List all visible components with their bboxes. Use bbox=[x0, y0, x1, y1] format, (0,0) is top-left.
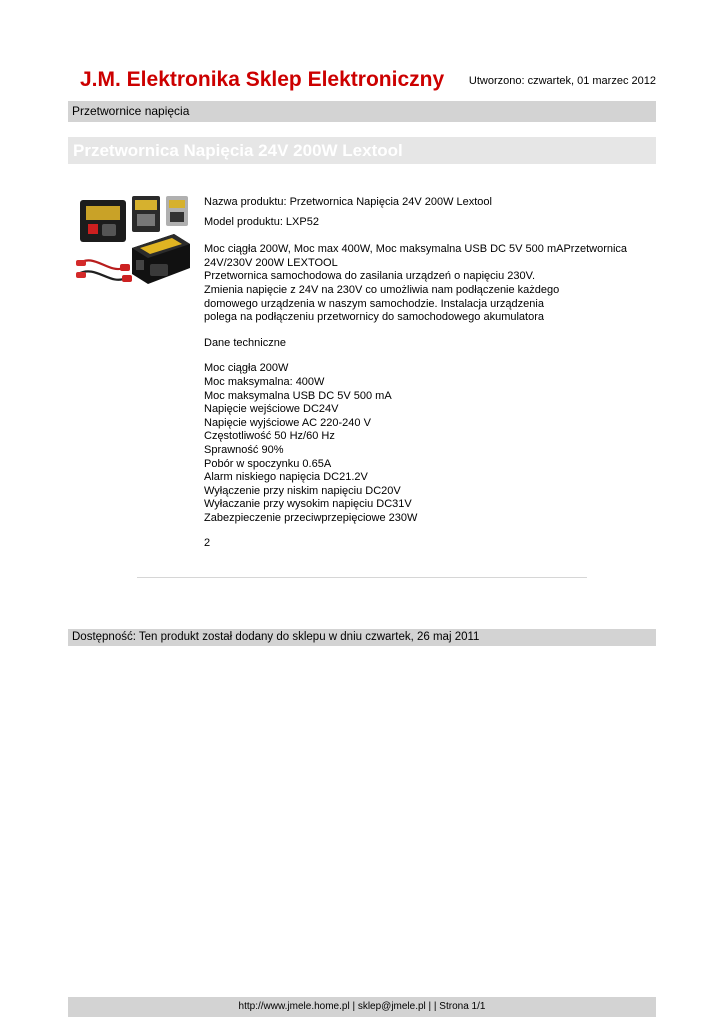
tech-heading: Dane techniczne bbox=[204, 336, 286, 349]
availability-bar: Dostępność: Ten produkt został dodany do sklepu w dniu czwartek, 26 maj 2011 bbox=[68, 629, 656, 646]
spec-item: Moc maksymalna USB DC 5V 500 mA bbox=[204, 389, 392, 402]
spec-item: Zabezpieczenie przeciwprzepięciowe 230W bbox=[204, 511, 418, 524]
product-model-line: Model produktu: LXP52 bbox=[204, 215, 319, 228]
spec-item: Pobór w spoczynku 0.65A bbox=[204, 457, 332, 470]
spec-item: Napięcie wejściowe DC24V bbox=[204, 403, 339, 416]
spec-item: Alarm niskiego napięcia DC21.2V bbox=[204, 471, 368, 484]
page-footer: http://www.jmele.home.pl | sklep@jmele.pl | | Strona 1/1 bbox=[68, 997, 656, 1017]
spec-item: Moc maksymalna: 400W bbox=[204, 375, 325, 388]
page-header bbox=[70, 66, 660, 96]
product-description bbox=[204, 243, 644, 325]
description-line: Przetwornica samochodowa do zasilania urządzeń o napięciu 230V. bbox=[204, 270, 536, 283]
description-line: Zmienia napięcie z 24V na 230V co umożliwia nam podłączenie każdego bbox=[204, 283, 560, 296]
spec-item: Częstotliwość 50 Hz/60 Hz bbox=[204, 430, 335, 443]
inverter-box-top-center bbox=[132, 196, 160, 232]
inverter-box-top-right bbox=[166, 196, 188, 226]
product-details bbox=[204, 196, 644, 551]
spec-item: Sprawność 90% bbox=[204, 443, 284, 456]
description-line: polega na podłączeniu przetwornicy do samochodowego akumulatora bbox=[204, 311, 544, 324]
category-bar: Przetwornice napięcia bbox=[68, 101, 656, 122]
description-line: 24V/230V 200W LEXTOOL bbox=[204, 256, 338, 269]
product-name-line: Nazwa produktu: Przetwornica Napięcia 24V 200W Lextool bbox=[204, 196, 492, 208]
spec-item: Napięcie wyjściowe AC 220-240 V bbox=[204, 416, 371, 429]
spec-list bbox=[204, 362, 644, 525]
description-line: domowego urządzenia w naszym samochodzie. Instalacja urządzenia bbox=[204, 297, 544, 310]
created-date: Utworzono: czwartek, 01 marzec 2012 bbox=[468, 75, 656, 87]
section-divider bbox=[137, 577, 587, 578]
description-line: Moc ciągła 200W, Moc max 400W, Moc maksymalna USB DC 5V 500 mAPrzetwornica bbox=[204, 243, 628, 256]
spec-item: Moc ciągła 200W bbox=[204, 362, 289, 375]
inverter-box-top-left bbox=[80, 200, 126, 242]
spec-item: Wyłaczanie przy wysokim napięciu DC31V bbox=[204, 498, 412, 511]
product-image bbox=[74, 194, 192, 288]
product-quantity: 2 bbox=[204, 537, 211, 550]
site-title: J.M. Elektronika Sklep Elektroniczny bbox=[80, 68, 445, 91]
product-title: Przetwornica Napięcia 24V 200W Lextool bbox=[68, 137, 656, 164]
spec-item: Wyłączenie przy niskim napięciu DC20V bbox=[204, 484, 401, 497]
